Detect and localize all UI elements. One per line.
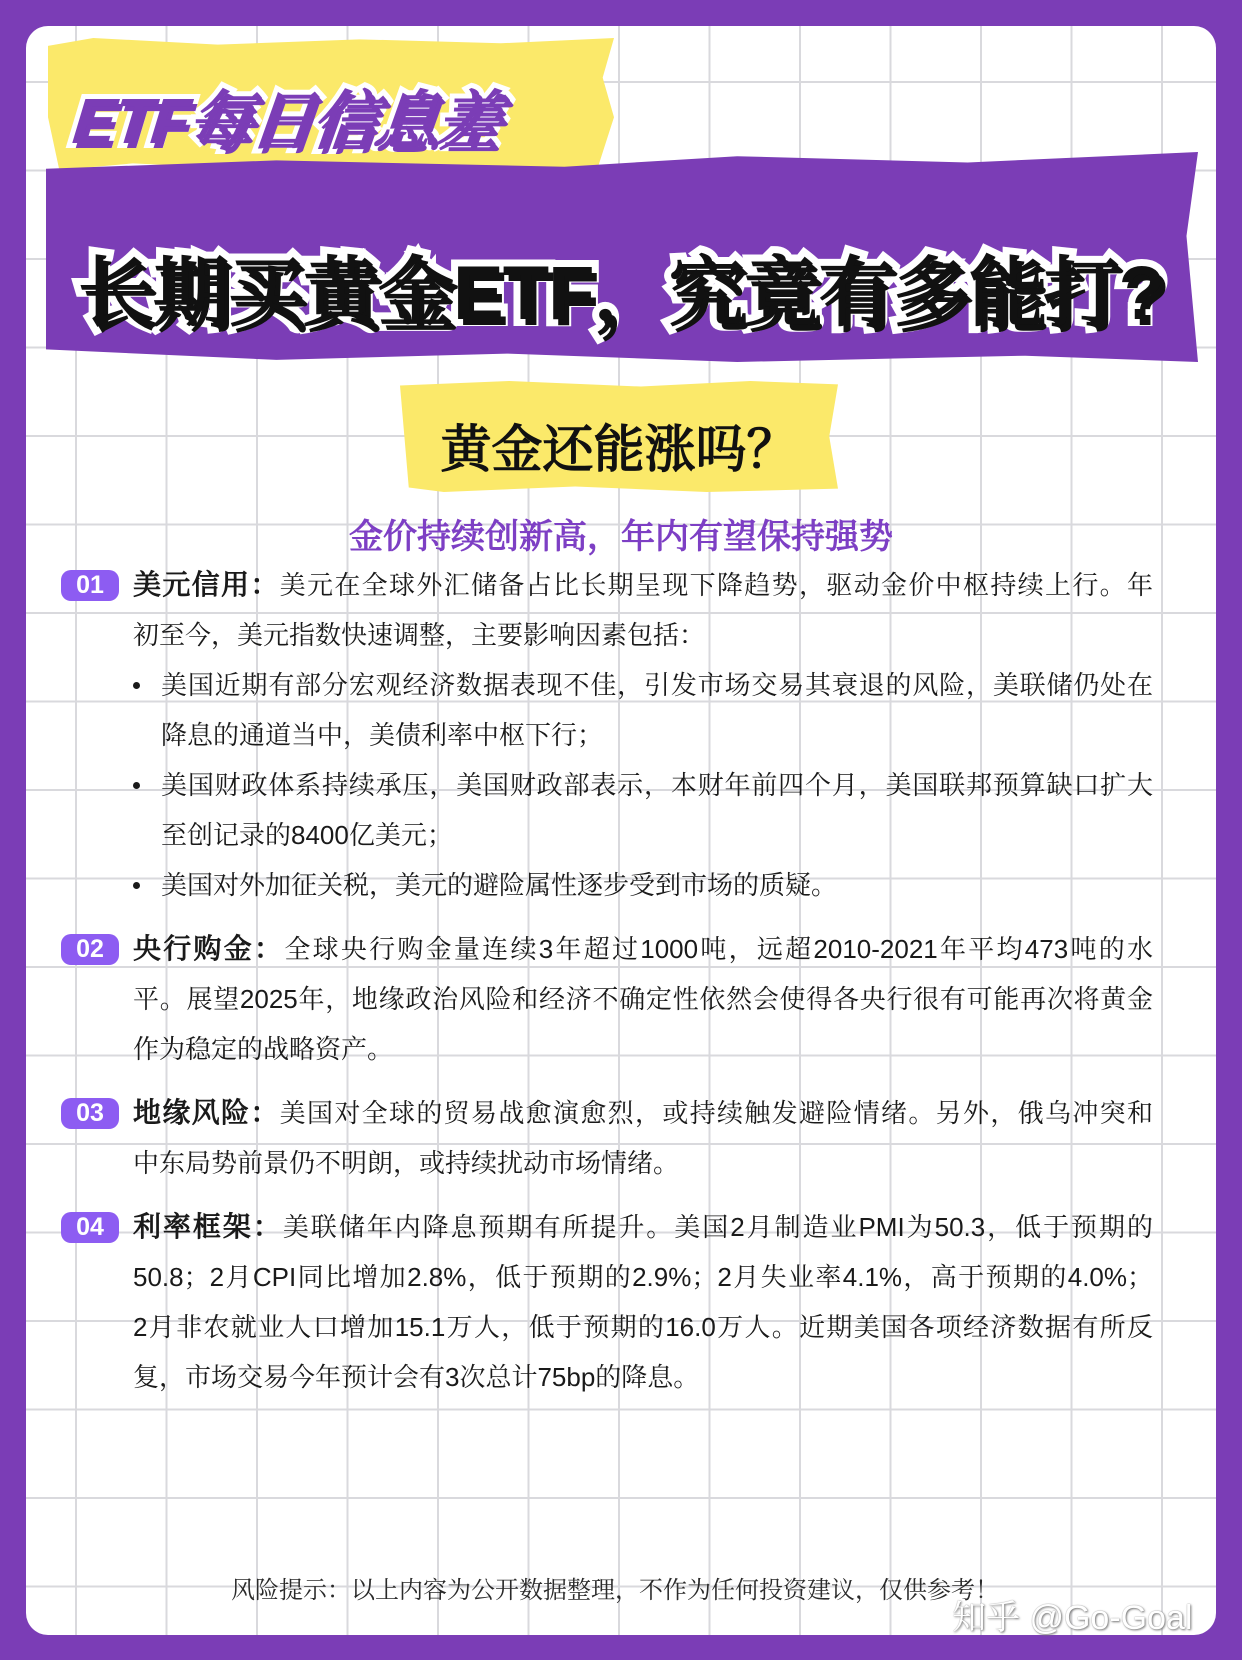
series-kicker: ETF每日信息差	[69, 85, 503, 157]
text: 美国近期有部分宏观经济数据表现不佳，引发市场交易其衰退的风险，美联储仍处在	[161, 670, 1153, 700]
text-line: 2月非农就业人口增加15.1万人，低于预期的16.0万人。近期美国各项经济数据有所反	[133, 1312, 1153, 1342]
text-line: 作为稳定的战略资产。	[133, 1034, 394, 1064]
bullet-continuation: 降息的通道当中，美债利率中枢下行；	[161, 720, 604, 750]
number-badge: 03	[61, 1098, 119, 1129]
text-line	[133, 924, 1153, 974]
section-question: 黄金还能涨吗？	[440, 421, 798, 478]
bullet-item	[161, 760, 1153, 810]
point-03	[61, 1088, 1153, 1188]
text-line: 平。展望2025年，地缘政治风险和经济不确定性依然会使得各央行很有可能再次将黄金	[133, 984, 1153, 1014]
text-line: 初至今，美元指数快速调整，主要影响因素包括：	[133, 620, 706, 650]
point-heading: 美元信用：	[133, 569, 280, 600]
text-line: 50.8；2月CPI同比增加2.8%，低于预期的2.9%；2月失业率4.1%，高于预期的4.0%；	[133, 1262, 1153, 1292]
risk-disclaimer: 风险提示：以上内容为公开数据整理，不作为任何投资建议，仅供参考！	[231, 1577, 999, 1604]
number-badge: 01	[61, 570, 119, 601]
watermark: 知乎 @Go-Goal	[952, 1599, 1193, 1637]
point-02	[61, 924, 1153, 1074]
text: 美国对全球的贸易战愈演愈烈，或持续触发避险情绪。另外，俄乌冲突和	[279, 1098, 1153, 1128]
article-body	[61, 560, 1153, 1416]
point-heading: 利率框架：	[133, 1211, 283, 1242]
text: 美元在全球外汇储备占比长期呈现下降趋势，驱动金价中枢持续上行。年	[279, 570, 1153, 600]
text-line	[133, 560, 1153, 610]
text-line: 中东局势前景仍不明朗，或持续扰动市场情绪。	[133, 1148, 680, 1178]
bullet-icon	[133, 782, 140, 789]
bullet-item	[161, 660, 1153, 710]
text: 全球央行购金量连续3年超过1000吨，远超2010-2021年平均473吨的水	[284, 934, 1153, 964]
point-heading: 央行购金：	[133, 933, 285, 964]
bullet-icon	[133, 682, 140, 689]
bullet-continuation: 至创记录的8400亿美元；	[161, 820, 453, 850]
bullet-item	[161, 860, 1153, 910]
text-line: 复，市场交易今年预计会有3次总计75bp的降息。	[133, 1362, 700, 1392]
text: 美联储年内降息预期有所提升。美国2月制造业PMI为50.3，低于预期的	[282, 1212, 1153, 1242]
subtitle: 金价持续创新高，年内有望保持强势	[349, 518, 893, 556]
text-line	[133, 1202, 1153, 1252]
text: 美国对外加征关税，美元的避险属性逐步受到市场的质疑。	[161, 870, 838, 900]
point-heading: 地缘风险：	[133, 1097, 280, 1128]
page-title: 长期买黄金ETF，究竟有多能打?	[78, 251, 1164, 336]
bullet-icon	[133, 882, 140, 889]
point-01	[61, 560, 1153, 910]
text: 美国财政体系持续承压，美国财政部表示，本财年前四个月，美国联邦预算缺口扩大	[161, 770, 1153, 800]
number-badge: 04	[61, 1212, 119, 1243]
number-badge: 02	[61, 934, 119, 965]
text-line	[133, 1088, 1153, 1138]
point-04	[61, 1202, 1153, 1402]
